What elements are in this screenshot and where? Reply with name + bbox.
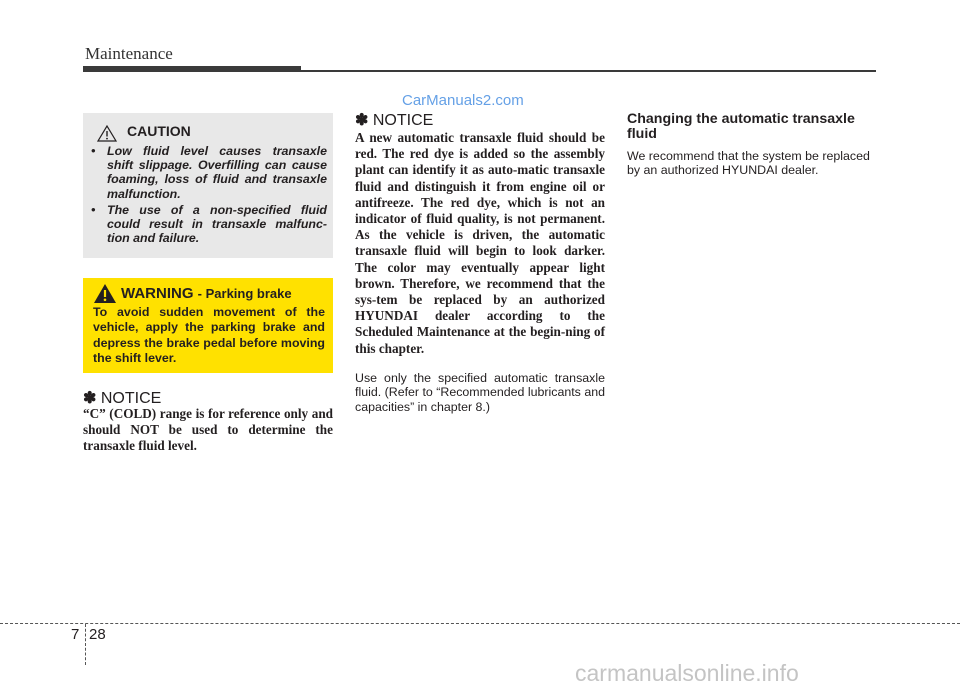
caution-box xyxy=(83,113,333,258)
notice-left-body: “C” (COLD) range is for reference only and should NOT be used to determine the transaxle fluid level. xyxy=(83,406,333,454)
caution-list xyxy=(91,144,327,247)
notice-middle-followup: Use only the specified automatic transaxle fluid. (Refer to “Recommended lubricants and capacities” in chapter 8.) xyxy=(355,371,605,414)
notice-left-label: NOTICE xyxy=(100,390,162,407)
warning-triangle-icon xyxy=(93,283,117,304)
footer-rule xyxy=(0,623,960,624)
notice-star-icon: ✽ xyxy=(83,390,97,407)
watermark-bottom: carmanualsonline.info xyxy=(575,660,799,686)
notice-middle-header xyxy=(355,110,433,130)
warning-title: WARNING - Parking brake xyxy=(121,285,292,302)
caution-triangle-icon xyxy=(97,125,117,142)
chapter-number: 7 xyxy=(71,626,80,643)
section-heading: Changing the automatic transaxle fluid xyxy=(627,111,855,142)
footer-divider xyxy=(85,624,86,665)
warning-box xyxy=(83,278,333,373)
header-rule-thin xyxy=(301,70,876,72)
notice-middle-body: A new automatic transaxle fluid should be red. The red dye is added so the assembly plant can identify it as auto-matic transaxle fluid and distinguish it from engine oil or antifreeze. The red dye, which is not an indicator of fluid quality, is not permanent. As the vehicle is driven, the automatic transaxle fluid will begin to look darker. The color may eventually appear light brown. Therefore, we recommend that the sys-tem be replaced by an authorized HYUNDAI dealer according to the Scheduled Maintenance at the begin-ning of this chapter. xyxy=(355,130,605,356)
caution-title: CAUTION xyxy=(127,123,191,139)
header-rule-thick xyxy=(83,66,301,72)
warning-body: To avoid sudden movement of the vehicle, apply the parking brake and depress the brake pedal before moving the shift lever. xyxy=(93,305,325,365)
notice-middle-label: NOTICE xyxy=(372,112,434,129)
caution-item: • Low fluid level causes transaxle shift slippage. Overfilling can cause foaming, loss of fluid and transaxle malfunction. xyxy=(91,144,327,201)
page-section-title: Maintenance xyxy=(85,44,173,63)
caution-item: • The use of a non-specified fluid could result in transaxle malfunc-tion and failure. xyxy=(91,202,327,246)
notice-left-header xyxy=(83,388,161,408)
warning-subtitle: - Parking brake xyxy=(197,286,292,301)
notice-star-icon: ✽ xyxy=(355,112,369,129)
watermark-top: CarManuals2.com xyxy=(402,92,524,109)
page-number: 28 xyxy=(89,626,106,643)
section-body: We recommend that the system be replaced by an authorized HYUNDAI dealer. xyxy=(627,149,870,178)
